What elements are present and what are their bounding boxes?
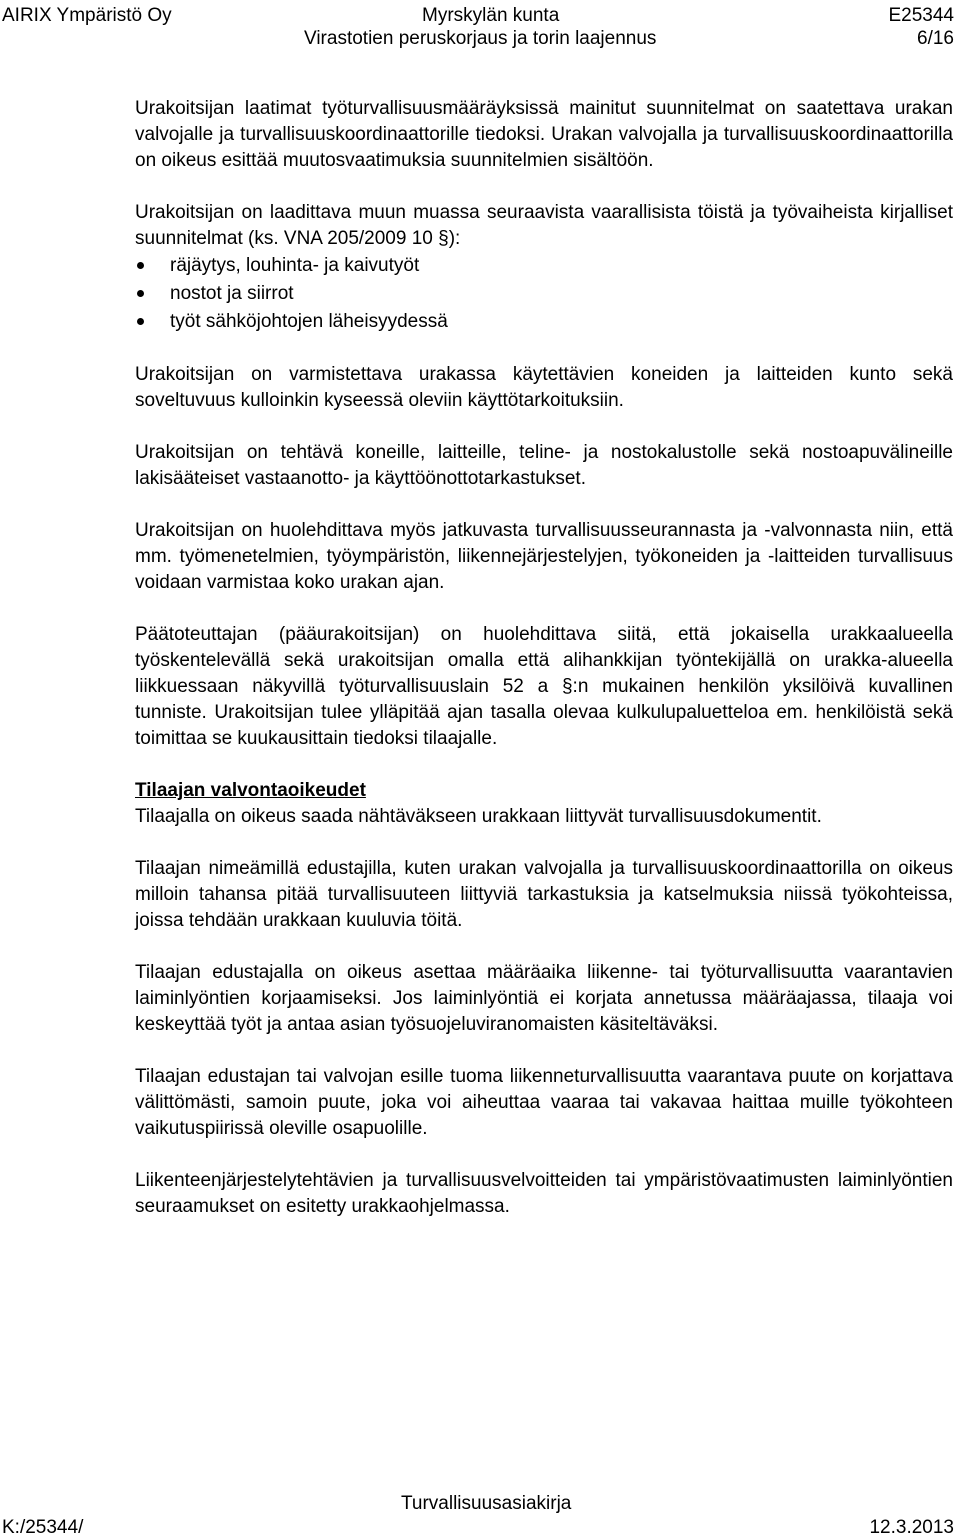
header-project-code: E25344	[888, 5, 954, 26]
list-item: nostot ja siirrot	[135, 280, 953, 308]
paragraph-inspection-rights: Tilaajan nimeämillä edustajilla, kuten urakan valvojalla ja turvallisuuskoordinaattorilla on oikeus milloin tahansa pitää turvallisuuteen liittyviä tarkastuksia ja katselmuksia niissä työkohteissa, joissa tehdään urakkaan kuuluvia töitä.	[135, 858, 953, 931]
header-company: AIRIX Ympäristö Oy	[2, 5, 172, 26]
paragraph-inspections: Urakoitsijan on tehtävä koneille, laitteille, teline- ja nostokalustolle sekä nostoapuvälineille lakisääteiset vastaanotto- ja käyttöönottotarkastukset.	[135, 442, 953, 489]
document-body	[135, 96, 953, 1220]
paragraph-monitoring: Urakoitsijan on huolehdittava myös jatkuvasta turvallisuusseurannasta ja -valvonnasta niin, että mm. työmenetelmien, työympäristön, liikennejärjestelyjen, työkoneiden ja -laitteiden turvallisuus voidaan varmistaa koko urakan ajan.	[135, 520, 953, 593]
paragraph-deadline: Tilaajan edustajalla on oikeus asettaa määräaika liikenne- tai työturvallisuutta vaarantavien laiminlyöntien korjaamiseksi. Jos laiminlyöntiä ei korjata annetussa määräajassa, tilaaja voi keskeyttää työt ja antaa asian työsuojeluviranomaisten käsiteltäväksi.	[135, 962, 953, 1035]
header-client: Myrskylän kunta	[422, 5, 560, 26]
header-page-number: 6/16	[917, 28, 954, 49]
paragraph-documents: Tilaajalla on oikeus saada nähtäväkseen urakkaan liittyvät turvallisuusdokumentit.	[135, 806, 822, 827]
paragraph-identification: Päätoteuttajan (pääurakoitsijan) on huolehdittava siitä, että jokaisella urakkaalueella työskentelevällä sekä urakoitsijan omalla että alihankkijan työntekijällä on urakka-alueella liikkuessaan näkyvillä työturvallisuuslain 52 a §:n mukainen henkilön yksilöivä kuvallinen tunniste. Urakoitsijan tulee ylläpitää ajan tasalla olevaa kulkulupaluetteloa em. henkilöistä sekä toimittaa se kuukausittain tiedoksi tilaajalle.	[135, 624, 953, 749]
section-heading: Tilaajan valvontaoikeudet	[135, 780, 366, 801]
paragraph-dangerous-work: Urakoitsijan on laadittava muun muassa seuraavista vaarallisista töistä ja työvaiheista kirjalliset suunnitelmat (ks. VNA 205/2009 10 §):	[135, 202, 953, 249]
footer-document-name: Turvallisuusasiakirja	[401, 1493, 572, 1514]
list-item: räjäytys, louhinta- ja kaivutyöt	[135, 252, 953, 280]
dangerous-work-list	[135, 252, 953, 336]
footer-path: K:/25344/	[2, 1517, 84, 1538]
header-project-title: Virastotien peruskorjaus ja torin laajennus	[304, 28, 657, 49]
paragraph-safety-plans: Urakoitsijan laatimat työturvallisuusmääräyksissä mainitut suunnitelmat on saatettava urakan valvojalle ja turvallisuuskoordinaattorille tiedoksi. Urakan valvojalla ja turvallisuuskoordinaattorilla on oikeus esittää muutosvaatimuksia suunnitelmien sisältöön.	[135, 98, 953, 171]
paragraph-immediate-repair: Tilaajan edustajan tai valvojan esille tuoma liikenneturvallisuutta vaarantava puute on korjattava välittömästi, samoin puute, joka voi aiheuttaa vaaraa tai vakavaa haittaa muille työkohteen vaikutuspiirissä oleville osapuolille.	[135, 1066, 953, 1139]
paragraph-machine-condition: Urakoitsijan on varmistettava urakassa käytettävien koneiden ja laitteiden kunto sekä soveltuvuus kulloinkin kyseessä oleviin käyttötarkoituksiin.	[135, 364, 953, 411]
list-item: työt sähköjohtojen läheisyydessä	[135, 308, 953, 336]
paragraph-consequences: Liikenteenjärjestelytehtävien ja turvallisuusvelvoitteiden tai ympäristövaatimusten laiminlyöntien seuraamukset on esitetty urakkaohjelmassa.	[135, 1170, 953, 1217]
footer-date: 12.3.2013	[869, 1517, 954, 1538]
